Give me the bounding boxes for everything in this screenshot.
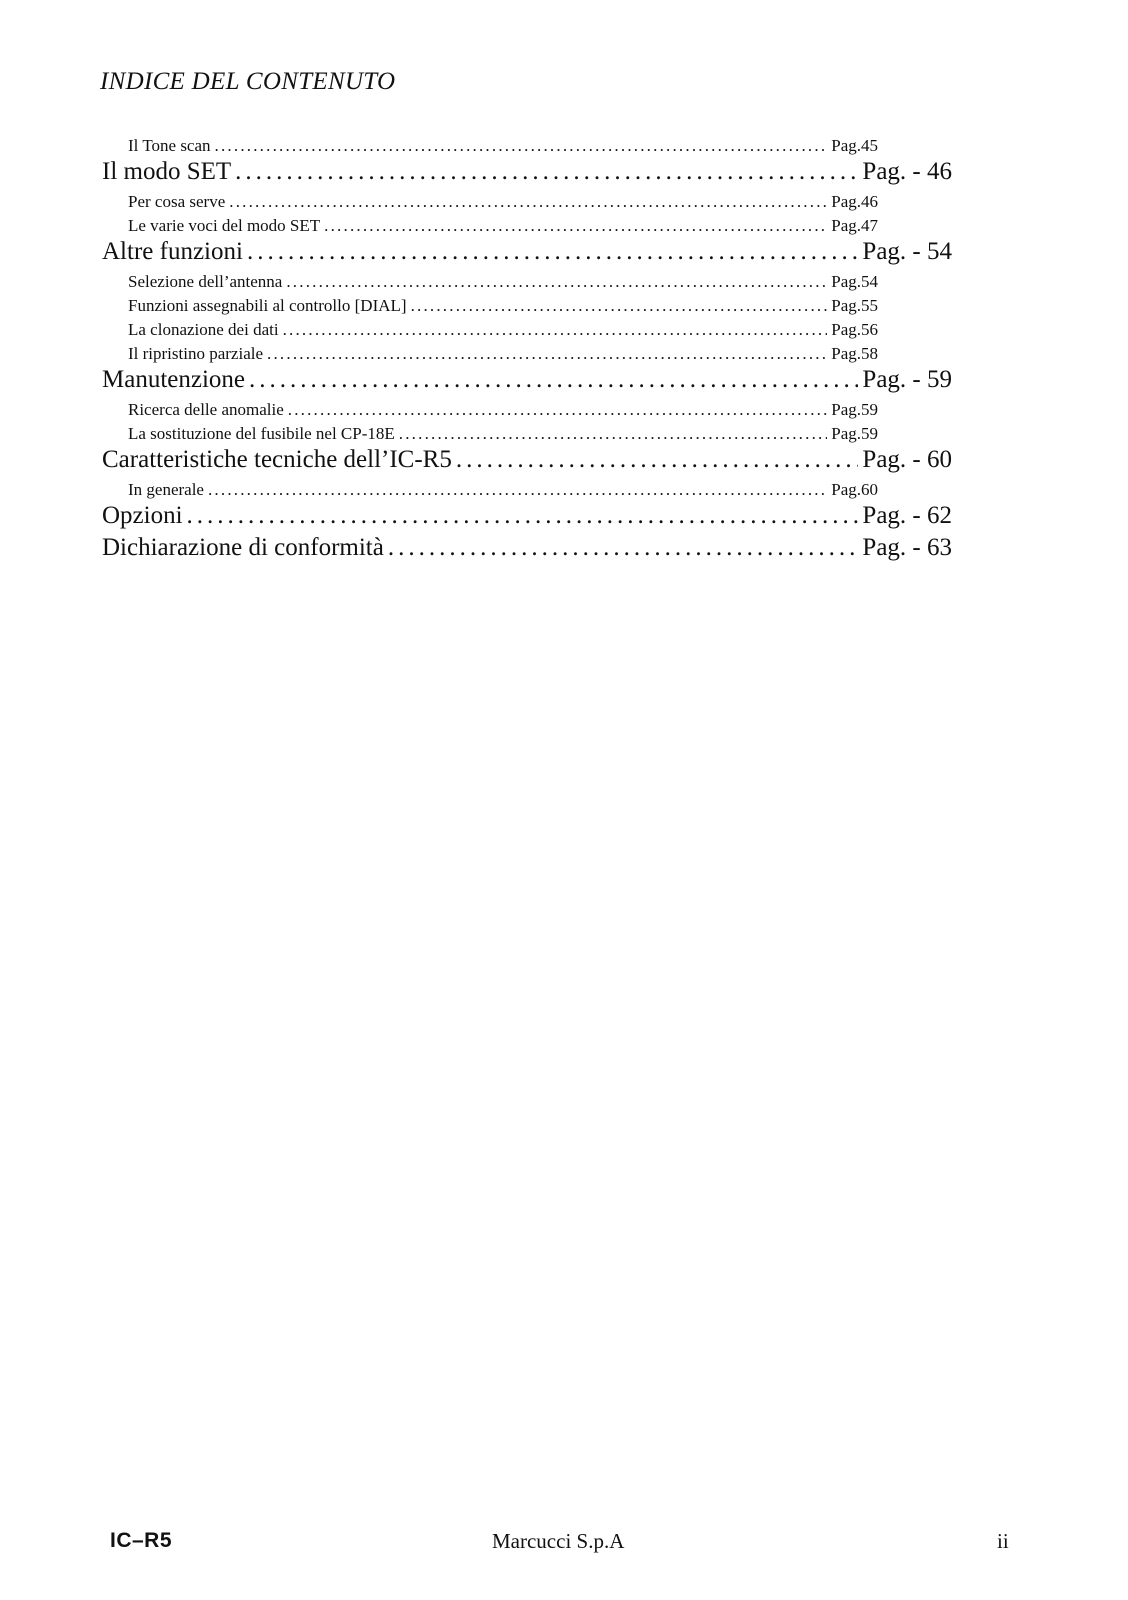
toc-entry-sub[interactable] [128,192,878,212]
toc-entry-page: Pag.59 [831,424,878,443]
footer-model-name: IC–R5 [110,1529,173,1552]
toc-entry-label: Selezione dell’antenna [128,272,283,291]
toc-entry-label: In generale [128,480,204,499]
toc-entry-sub[interactable] [128,296,878,316]
toc-entry-label: Il Tone scan [128,136,211,155]
toc-entry-label: La sostituzione del fusibile nel CP-18E [128,424,395,443]
toc-entry-page: Pag.60 [831,480,878,499]
toc-section-page: Pag. - 59 [862,366,952,393]
toc-section-label: Caratteristiche tecniche dell’IC-R5 [102,446,452,473]
toc-entry-label: Funzioni assegnabili al controllo [DIAL] [128,296,407,315]
toc-entry-section[interactable] [102,238,952,266]
toc-entry-sub[interactable] [128,344,878,364]
toc-dot-leader [288,400,828,420]
toc-section-page: Pag. - 63 [862,534,952,561]
toc-section-label: Altre funzioni [102,238,243,265]
toc-dot-leader [411,296,828,316]
toc-dot-leader [215,136,828,156]
toc-entry-page: Pag.59 [831,400,878,419]
toc-entry-section[interactable] [102,534,952,562]
toc-entry-page: Pag.46 [831,192,878,211]
toc-entry-label: Ricerca delle anomalie [128,400,284,419]
toc-entry-label: Per cosa serve [128,192,226,211]
toc-section-label: Opzioni [102,502,183,529]
toc-entry-page: Pag.47 [831,216,878,235]
toc-entry-sub[interactable] [128,216,878,236]
footer-company: Marcucci S.p.A [492,1529,625,1553]
toc-section-label: Il modo SET [102,158,232,185]
toc-dot-leader [247,238,858,266]
toc-entry-page: Pag.58 [831,344,878,363]
toc-entry-section[interactable] [102,366,952,394]
toc-entry-page: Pag.56 [831,320,878,339]
toc-entry-page: Pag.45 [831,136,878,155]
toc-entry-sub[interactable] [128,400,878,420]
toc-entry-section[interactable] [102,446,952,474]
toc-entry-sub[interactable] [128,272,878,292]
toc-section-page: Pag. - 46 [862,158,952,185]
toc-dot-leader [208,480,827,500]
toc-section-page: Pag. - 60 [862,446,952,473]
toc-section-page: Pag. - 62 [862,502,952,529]
toc-dot-leader [267,344,827,364]
toc-entry-page: Pag.55 [831,296,878,315]
toc-entry-label: La clonazione dei dati [128,320,279,339]
toc-entry-page: Pag.54 [831,272,878,291]
toc-entry-label: Il ripristino parziale [128,344,264,363]
page-header-title: INDICE DEL CONTENUTO [100,68,396,95]
toc-dot-leader [283,320,828,340]
toc-entry-section[interactable] [102,158,952,186]
toc-entry-sub[interactable] [128,424,878,444]
toc-dot-leader [388,534,859,562]
toc-dot-leader [249,366,858,394]
toc-section-label: Manutenzione [102,366,246,393]
toc-dot-leader [399,424,827,444]
toc-dot-leader [324,216,827,236]
toc-entry-sub[interactable] [128,480,878,500]
toc-entry-label: Le varie voci del modo SET [128,216,321,235]
toc-dot-leader [229,192,827,212]
toc-dot-leader [286,272,827,292]
toc-section-label: Dichiarazione di conformità [102,534,384,561]
toc-section-page: Pag. - 54 [862,238,952,265]
toc-entry-section[interactable] [102,502,952,530]
toc-entry-sub[interactable] [128,320,878,340]
toc-dot-leader [235,158,858,186]
footer-page-number: ii [997,1529,1009,1553]
toc-dot-leader [187,502,859,530]
toc-dot-leader [456,446,859,474]
toc-entry-sub[interactable] [128,136,878,156]
